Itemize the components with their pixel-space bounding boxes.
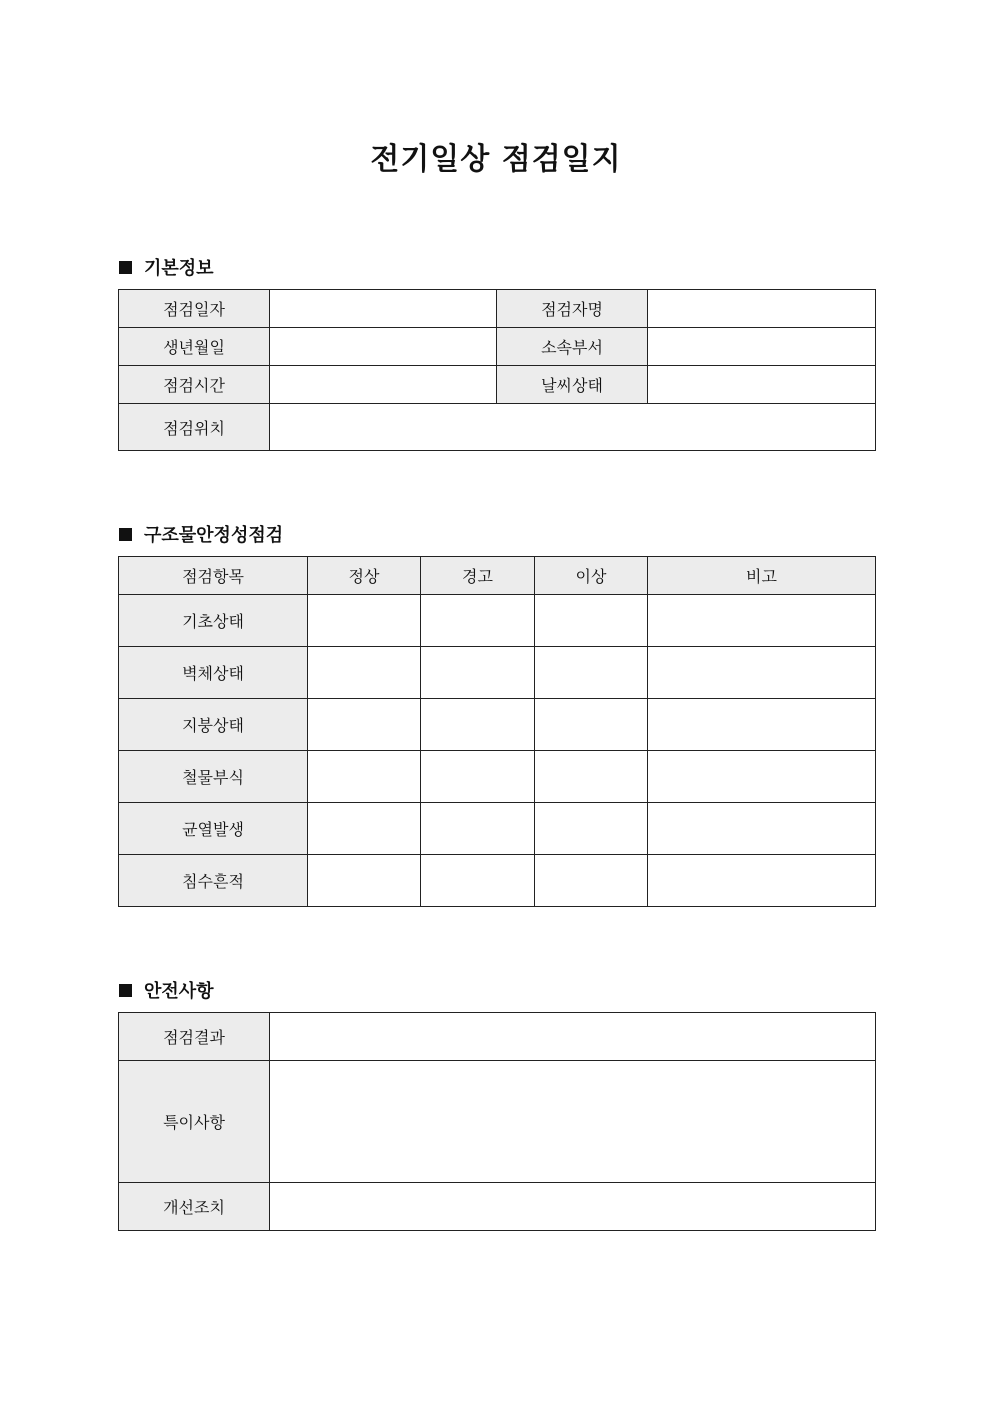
table-row [119, 366, 876, 404]
square-bullet-icon [119, 261, 132, 274]
header-remarks: 비고 [648, 557, 876, 595]
header-item: 점검항목 [119, 557, 308, 595]
result-field[interactable] [270, 1013, 876, 1061]
table-row [119, 699, 876, 751]
abnormal-cell[interactable] [535, 595, 648, 647]
table-row [119, 290, 876, 328]
inspection-time-label: 점검시간 [119, 366, 270, 404]
normal-cell[interactable] [308, 751, 421, 803]
warning-cell[interactable] [421, 595, 535, 647]
weather-label: 날씨상태 [497, 366, 648, 404]
weather-field[interactable] [648, 366, 876, 404]
section-heading-safety [119, 977, 214, 1003]
item-label: 균열발생 [119, 803, 308, 855]
normal-cell[interactable] [308, 855, 421, 907]
remarks-cell[interactable] [648, 855, 876, 907]
location-label: 점검위치 [119, 404, 270, 451]
abnormal-cell[interactable] [535, 699, 648, 751]
inspection-time-field[interactable] [270, 366, 497, 404]
section-heading-basic [119, 254, 214, 280]
normal-cell[interactable] [308, 647, 421, 699]
table-row [119, 595, 876, 647]
warning-cell[interactable] [421, 647, 535, 699]
item-label: 기초상태 [119, 595, 308, 647]
basic-info-table [118, 289, 876, 451]
remarks-cell[interactable] [648, 803, 876, 855]
warning-cell[interactable] [421, 699, 535, 751]
abnormal-cell[interactable] [535, 855, 648, 907]
remarks-cell[interactable] [648, 699, 876, 751]
table-row [119, 647, 876, 699]
table-row [119, 328, 876, 366]
section-heading-label: 기본정보 [144, 258, 214, 279]
header-warning: 경고 [421, 557, 535, 595]
square-bullet-icon [119, 984, 132, 997]
birth-date-field[interactable] [270, 328, 497, 366]
warning-cell[interactable] [421, 803, 535, 855]
header-abnormal: 이상 [535, 557, 648, 595]
normal-cell[interactable] [308, 803, 421, 855]
header-normal: 정상 [308, 557, 421, 595]
table-row [119, 404, 876, 451]
section-heading-structure [119, 521, 283, 547]
abnormal-cell[interactable] [535, 803, 648, 855]
table-row [119, 1183, 876, 1231]
structure-check-table [118, 556, 876, 907]
action-label: 개선조치 [119, 1183, 270, 1231]
square-bullet-icon [119, 528, 132, 541]
inspection-date-label: 점검일자 [119, 290, 270, 328]
item-label: 철물부식 [119, 751, 308, 803]
item-label: 지붕상태 [119, 699, 308, 751]
safety-table [118, 1012, 876, 1231]
inspector-name-field[interactable] [648, 290, 876, 328]
table-header-row [119, 557, 876, 595]
abnormal-cell[interactable] [535, 647, 648, 699]
remarks-cell[interactable] [648, 595, 876, 647]
action-field[interactable] [270, 1183, 876, 1231]
department-field[interactable] [648, 328, 876, 366]
normal-cell[interactable] [308, 699, 421, 751]
inspection-date-field[interactable] [270, 290, 497, 328]
remarks-cell[interactable] [648, 647, 876, 699]
inspector-name-label: 점검자명 [497, 290, 648, 328]
remarks-label: 특이사항 [119, 1061, 270, 1183]
table-row [119, 751, 876, 803]
table-row [119, 1013, 876, 1061]
remarks-cell[interactable] [648, 751, 876, 803]
table-row [119, 803, 876, 855]
item-label: 벽체상태 [119, 647, 308, 699]
abnormal-cell[interactable] [535, 751, 648, 803]
remarks-field[interactable] [270, 1061, 876, 1183]
table-row [119, 855, 876, 907]
section-heading-label: 구조물안정성점검 [144, 525, 284, 546]
warning-cell[interactable] [421, 751, 535, 803]
department-label: 소속부서 [497, 328, 648, 366]
birth-date-label: 생년월일 [119, 328, 270, 366]
section-heading-label: 안전사항 [144, 981, 214, 1002]
table-row [119, 1061, 876, 1183]
location-field[interactable] [270, 404, 876, 451]
result-label: 점검결과 [119, 1013, 270, 1061]
warning-cell[interactable] [421, 855, 535, 907]
page-title: 전기일상 점검일지 [370, 142, 622, 177]
normal-cell[interactable] [308, 595, 421, 647]
item-label: 침수흔적 [119, 855, 308, 907]
